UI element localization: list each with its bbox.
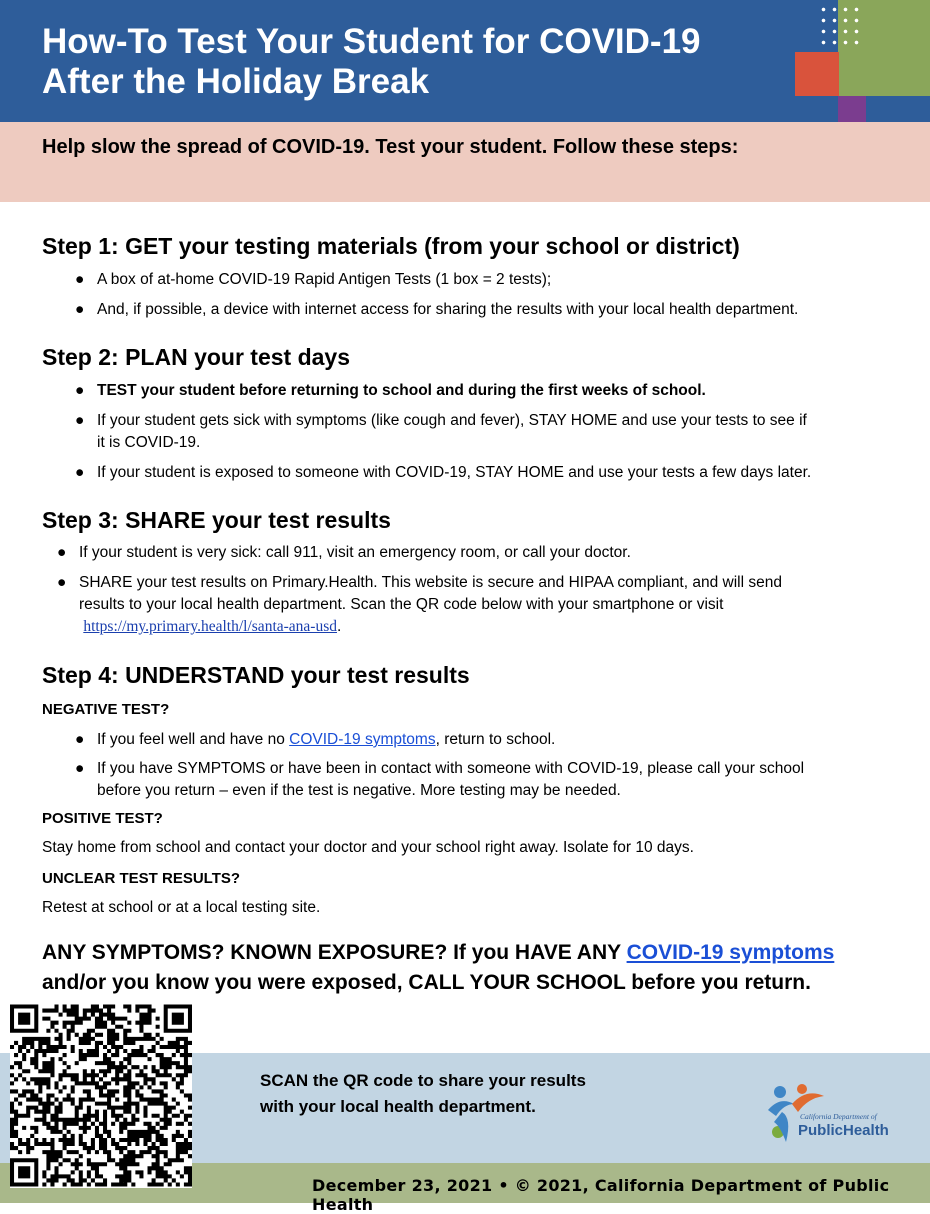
list-item-continuation: before you return – even if the test is negative. More testing may be needed. [97,782,621,799]
list-item: ● If you feel well and have no COVID-19 symptoms, return to school. [75,731,556,748]
unclear-test-label: UNCLEAR TEST RESULTS? [42,870,241,887]
list-item: ● If you have SYMPTOMS or have been in contact with someone with COVID-19, please call your school [75,760,805,777]
decor-purple-square [838,96,866,122]
decor-orange-square [795,52,839,96]
logo-big-text: PublicHealth [798,1122,889,1139]
list-item: ● SHARE your test results on Primary.Health. This website is secure and HIPAA compliant, and will send [57,574,782,591]
list-item: ● If your student is very sick: call 911, visit an emergency room, or call your doctor. [57,544,631,561]
step3-heading: Step 3: SHARE your test results [42,507,391,533]
qr-code-image [10,1003,192,1188]
logo-small-text: California Department of [800,1112,877,1121]
footer-date-copyright: December 23, 2021 • © 2021, California Department of Public Health [312,1176,890,1214]
qr-code[interactable] [10,1003,192,1188]
list-item-continuation: results to your local health department. Scan the QR code below with your smartphone or visit [79,596,724,613]
page-title [42,22,701,102]
list-item: ● And, if possible, a device with internet access for sharing the results with your local health department. [75,301,799,318]
exposure-warning: ANY SYMPTOMS? KNOWN EXPOSURE? If you HAVE ANY COVID-19 symptoms and/or you know you were exposed, CALL YOUR SCHOOL before you return. [42,941,835,994]
intro-banner [0,122,930,202]
list-item: ● A box of at-home COVID-19 Rapid Antigen Tests (1 box = 2 tests); [75,271,552,288]
covid-symptoms-link-large[interactable]: COVID-19 symptoms [626,941,835,964]
step2-heading: Step 2: PLAN your test days [42,344,351,370]
cdph-logo [762,1082,902,1157]
primary-health-link[interactable]: https://my.primary.health/l/santa-ana-usd [83,618,337,635]
intro-text: Help slow the spread of COVID-19. Test your student. Follow these steps: [42,136,739,158]
list-item: ● If your student gets sick with symptoms (like cough and fever), STAY HOME and use your tests to see if [75,412,807,429]
title-line-2: After the Holiday Break [42,62,430,101]
qr-modules [10,1005,192,1187]
unclear-test-text: Retest at school or at a local testing site. [42,899,321,916]
scan-instructions: SCAN the QR code to share your results with your local health department. [260,1071,586,1116]
covid-symptoms-link[interactable]: COVID-19 symptoms [289,731,436,748]
list-item: ● TEST your student before returning to school and during the first weeks of school. [75,382,706,399]
header-banner [0,0,930,122]
step4-heading: Step 4: UNDERSTAND your test results [42,662,470,688]
decor-dots [818,4,862,48]
list-item-continuation: it is COVID-19. [97,434,201,451]
list-item-continuation: https://my.primary.health/l/santa-ana-usd. [83,618,342,635]
title-line-1: How-To Test Your Student for COVID-19 [42,22,701,61]
positive-test-text: Stay home from school and contact your doctor and your school right away. Isolate for 10 days. [42,839,694,856]
positive-test-label: POSITIVE TEST? [42,810,163,827]
list-item: ● If your student is exposed to someone with COVID-19, STAY HOME and use your tests a few days later. [75,464,812,481]
step1-heading: Step 1: GET your testing materials (from your school or district) [42,233,740,259]
negative-test-label: NEGATIVE TEST? [42,701,170,718]
